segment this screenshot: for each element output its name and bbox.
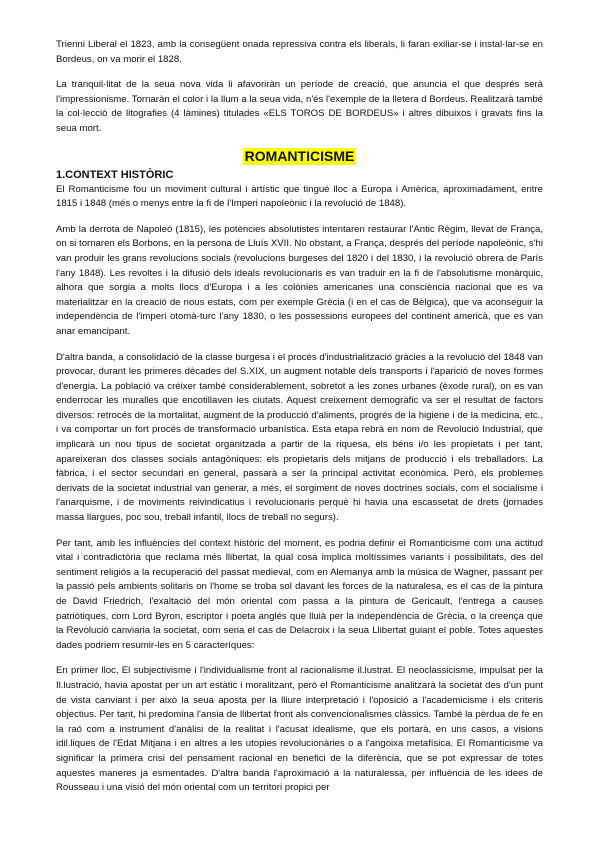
paragraph-trienni: Trienni Liberal el 1823, amb la consegüent onada repressiva contra els liberals, li faran exiliar-se i instal·lar-se en Bordeus, on va morir el 1828. bbox=[56, 39, 543, 65]
paragraph-tranquillitat: La tranquil·litat de la seua nova vida li afavoriràn un període de creació, que anuncia el que després serà l'impressionisme. Tornaràn el color i la llum a la seua vida, n'és l'exemple de la lletera d Bordeus. Realitzarà també la col·lecció de litografies (4 làmines) titulades «ELS TOROS DE BORDEUS» i altres dibuixos i gravats fins la seua mort. bbox=[56, 79, 543, 134]
paragraph-napoleo: Amb la derrota de Napoleó (1815), les potències absolutistes intentaren restaurar l'Antic Règim, llevat de França, on si tornaren els Borbons, en la persona de Lluís XVII. No obstant, a França, després del període napoleònic, s'hi van produir les grans revolucions socials (revolucions burgeses del 1820 i del 1830, i la revolució obrera de París l'any 1848). Les revoltes i la difusió dels ideals revolucionaris es van traduir en la fi de l'absolutisme monàrquic, alhora que sorgia a molts llocs d'Europa i a les colònies americanes una consciència nacional que es va materialitzar en la creació de nous estats, com per exemple Grècia (i en el cas de Bèlgica), que va aconseguir la independència de l'imperi otomà-turc l'any 1830, o les possessions europees del continent americà, que es van anar emancipant. bbox=[56, 223, 543, 337]
section-title-context-historic: 1.CONTEXT HISTÒRIC bbox=[56, 168, 174, 181]
paragraph-industrialitzacio: D'altra banda, a consolidació de la classe burgesa i el procés d'industrialització gràcies a la revolució del 1848 van provocar, durant les primeres dècades del S.XIX, un augment notable dels transports i l'aparició de noves formes d'energia. La població va créixer també considerablement, sobretot a les zones urbanes (èxode rural), on es van enderrocar les muralles que encotillaven les ciutats. Aquest creixement demogràfic va ser el resultat de factors diversos: retrocés de la mortalitat, augment de la producció d'aliments, progrés de la higiene i de la medicina, etc., i va comportar un fort procés de transformació urbanística. Esta etapa rebrà en nom de Revolució Industrial, que implicarà un nou tipus de societat organitzada a partir de la riquesa, els béns i/o les propietats i per tant, apareixeran dos classes socials antagòniques: els propietaris dels mitjans de producció i els treballadors. La fàbrica, i el sector secundari en general, passarà a ser la principal activitat econòmica. Però, els problemes derivats de la societat industrial van generar, a més, el sorgiment de noves doctrines socials, com el socialisme i l'anarquisme, i de moviments reivindicatius i revolucionaris perquè hi havia una escassetat de drets (jornades massa llargues, poc sou, treball infantil, llocs de treball no segurs). bbox=[56, 351, 543, 524]
paragraph-subjectivisme: En primer lloc, El subjectivisme i l'individualisme front al racionalisme il.lustrat. El neoclassicisme, impulsat per la Il.lustració, havia apostat per un art estàtic i moralitzant, però el Romanticisme analitzarà la societat des d'un punt de vista canviant i per això la seua aposta per la lliure interpretació i l'oposició a l'academicisme i els criteris objectius. Per tant, hi predomina l'ansia de llibertat front als convencionalismes clàssics. També la pèrdua de fe en la raó com a instrument d'anàlisi de la realitat i l'acusat idealisme, que els portarà, en uns casos, a visions idil.liques de l'Edat Mitjana i en altres a les utopies revolucionàries o a l'angoixa metafísica. El Romanticisme va significar la primera crisi del pensament racional en benefici de la diferència, que se pot expressar de totes aquestes maneres ja esmentades. D'altra banda l'aproximació a la naturalessa, per influència de les idees de Rousseau i una visió del món oriental com un territori propici per bbox=[56, 665, 543, 794]
paragraph-romanticisme-definition: El Romanticisme fou un moviment cultural i artístic que tingué lloc a Europa i Amèrica, aproximadament, entre 1815 i 1848 (més o menys entre la fi de l'Imperi napoleònic i la revolució de 1848). bbox=[56, 183, 543, 210]
paragraph-influencies: Per tant, amb les influències del context històric del moment, es podria definir el Romanticisme com una actitud vital i contradictòria que reclama més llibertat, la qual cosa implica moltíssimes variants i possibilitats, des del sentiment religiós a la recuperació del passat medieval, com en Alemanya amb la música de Wagner, passant per la passió pels ambients solitaris on l'home se troba sol davant les forces de la naturalesa, es el cas de la pintura de David Friedrich, l'exaltació del món oriental com passa a la pintura de Gericault, l'entrega a causes patriòtiques, com Lord Byron, escriptor i poeta anglés que lluià per la independència de Grècia, o la creença que la Revolució canviaria la societat, com seria el cas de Delacroix i la seua Llibertat guiant el poble. Totes aquestes dades podriem resumir-les en 5 caracteríques: bbox=[56, 537, 543, 651]
heading-romanticisme: ROMANTICISME bbox=[244, 147, 355, 164]
heading-wrap bbox=[56, 148, 543, 166]
document-page bbox=[56, 38, 543, 796]
